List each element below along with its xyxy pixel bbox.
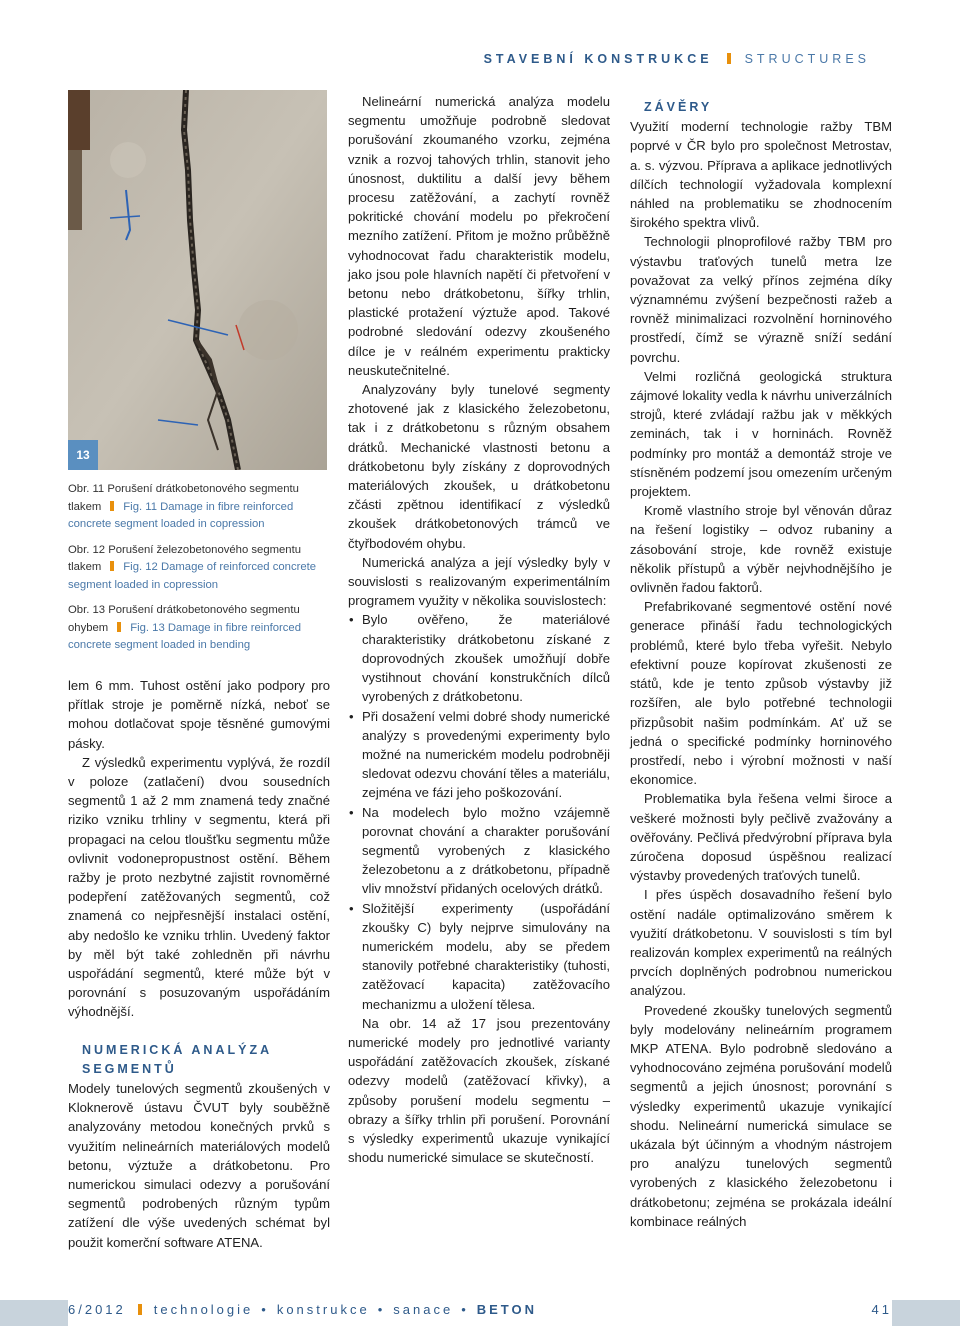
caption-separator [110, 561, 114, 571]
cracked-segment-image [68, 90, 327, 470]
paragraph: Nelineární numerická analýza modelu segmentu umožňuje podrobně sledovat porušování zkoumaného vzorku, zejména vznik a rozvoj tahových trhlin, stanovit jeho únosnost, duktilitu a další jevy během procesu zatěžování, a zachytí rovněž pokritické chování modelu po překročení mezního zatížení. Přitom je možno průběžně vyhodnocovat řadu charakteristik modelu, jako jsou pole hlavních napětí či přetvoření v betonu nebo drátkobetonu, šířky trhlin, plastické protažení výztuže apod. Takové podrobné sledování odezvy zkoušeného dílce je v reálném experimentu prakticky neuskutečnitelné. [348, 94, 610, 378]
caption-en: Fig. 11 Damage in fibre reinforced concrete segment loaded in copression [68, 500, 294, 530]
paragraph: Prefabrikované segmentové ostění nové generace přináší řadu technologických problémů, které bylo třeba vyřešit. Nebylo efektivní pouze kopírovat zkušenosti ze států, kde je tento způsob výstavby již rozšířen, ale bylo potřebné technologii přizpůsobit našim podmínkám. Ať už se jedná o specifické podmínky horninového prostředí, nebo i výrobní možnosti v naší ekonomice. [630, 599, 892, 788]
text-column-1 [68, 676, 330, 1252]
list-item: • Na modelech bylo možno vzájemně porovnat chování a charakter porušování segmentů vyrobených z klasického železobetonu a z drátkobetonu, případně vliv množství přidaných ocelových drátků. [348, 803, 610, 899]
paragraph: Analyzovány byly tunelové segmenty zhotovené jak z klasického železobetonu, tak i z drátkobetonu s různým obsahem drátků. Mechanické vlastnosti betonu a drátkobetonu byly získány z doprovodných materiálových zkoušek, u drátkobetonu zčásti zpětnou identifikací z výsledků zkoušek drátkobetonových trámců ve čtyřbodovém ohybu. [348, 382, 610, 551]
paragraph: lem 6 mm. Tuhost ostění jako podpory pro přítlak stroje je poměrně nízká, neboť se mohou dotlačovat spoje těsněné gumovými pásky. [68, 678, 330, 751]
bullet-list [348, 610, 610, 1013]
paragraph: I přes úspěch dosavadního řešení bylo ostění nadále optimalizováno směrem k využití drátkobetonu. V souvislosti s tím byl realizován komplex experimentů na reálných prvcích doplněných podrobnou numerickou analýzou. [630, 887, 892, 999]
list-item: • Složitější experimenty (uspořádání zkoušky C) byly nejprve simulovány na numerickém modelu, aby se předem stanovily potřebné charakteristiky (tuhosti, zatěžovací kapacita) zatěžovacího mechanizmu a uložení tělesa. [348, 899, 610, 1014]
caption-11 [68, 481, 330, 534]
paragraph: Na obr. 14 až 17 jsou prezentovány numerické modely pro jednotlivé varianty uspořádání zatěžovacích zkoušek, získané odezvy modelů (zatěžovací křivky), a způsoby porušení modelu segmentu – obrazy a šířky trhlin při porušení. Porovnání s výsledky experimentů ukazuje vynikající shodu numerické simulace se skutečností. [348, 1015, 610, 1166]
footer-dot: • [261, 1302, 269, 1317]
footer-block-left [0, 1300, 68, 1326]
footer-topic: sanace [393, 1302, 454, 1317]
caption-en: Fig. 13 Damage in fibre reinforced concrete segment loaded in bending [68, 621, 301, 651]
caption-separator [110, 501, 114, 511]
caption-separator [117, 622, 121, 632]
figure-captions [68, 481, 330, 663]
caption-12 [68, 542, 330, 595]
caption-13 [68, 602, 330, 655]
caption-cz: Obr. 13 Porušení drátkobetonového segmentu ohybem [68, 604, 300, 634]
paragraph: Technologii plnoprofilové ražby TBM pro výstavbu traťových tunelů metra lze považovat za velký přínos zejména díky významnému zvýšení bezpečnosti ražeb a rovněž minimalizaci rozvolnění horninového prostředí, čímž se výrazně sníží sedání povrchu. [630, 234, 892, 365]
figure-photo [68, 90, 327, 470]
footer-dot: • [377, 1302, 386, 1317]
footer-topic: konstrukce [276, 1302, 370, 1317]
section-heading: NUMERICKÁ ANALÝZA [82, 1042, 273, 1057]
paragraph: Z výsledků experimentu vyplývá, že rozdíl v poloze (zatlačení) dvou sousedních segmentů 1 až 2 mm znamená tedy značné riziko vzniku trhliny v segmentu, která při propagaci na celou tloušťku segmentu může ovlivnit vodonepropustnost ostění. Během ražby je proto nezbytné zajistit rovnoměrné podepření zatěžovaných segmentů, což znamená co nejpřesnější instalaci ostění, aby nedošlo ke vzniku trhlin. Uvedený faktor by měl být také zohledněn při návrhu uspořádání segmentů, které může být v porovnání s posuzovaným uspořádáním výhodnější. [68, 754, 330, 1020]
footer-issue: 6/2012 [68, 1302, 126, 1317]
paragraph: Provedené zkoušky tunelových segmentů byly modelovány nelineárním programem MKP ATENA. Bylo podrobně sledováno a vyhodnocováno zejména porušování modelů segmentů a jejich únosnost; porovnání s výsledky experimentů ukazuje vynikající shodu. Nelineární numerická simulace se ukázala být účinným a vhodným nástrojem pro analýzu tunelových segmentů vyrobených z klasického železobetonu i drátkobetonu; zejména se prokázala ideální kombinace reálných [630, 1002, 892, 1229]
paragraph: Využití moderní technologie ražby TBM poprvé v ČR bylo pro společnost Metrostav, a. s. výzvou. Příprava a aplikace jednotlivých dílčích technologií vyžadovala komplexní náhled na problematiku se zhodnocením širokého spektra vlivů. [630, 119, 892, 231]
list-item: • Při dosažení velmi dobré shody numerické analýzy s provedenými experimenty bylo možné na numerickém modelu podrobněji sledovat odezvu chování těles a materiálu, zejména ve fázi jeho poškozování. [348, 707, 610, 803]
header-separator [727, 53, 731, 64]
page-number: 41 [871, 1302, 892, 1317]
footer-block-right [892, 1300, 960, 1326]
footer-separator [138, 1304, 142, 1315]
paragraph: Problematika byla řešena velmi široce a veškeré možnosti byly pečlivě zvažovány a ověřovány. Pečlivá předvýrobní příprava byla zúročena doposud úspěšnou realizací výstavby provedených traťových tunelů. [630, 791, 892, 884]
section-heading: ZÁVĚRY [644, 100, 713, 114]
footer [68, 1302, 892, 1317]
footer-dot: • [461, 1302, 469, 1317]
caption-cz: Obr. 12 Porušení železobetonového segmentu tlakem [68, 543, 301, 573]
footer-magazine-name: BETON [476, 1302, 538, 1317]
header-section-en: STRUCTURES [744, 52, 870, 66]
paragraph: Modely tunelových segmentů zkoušených v Kloknerově ústavu ČVUT byly souběžně analyzovány metodou konečných prvků s využitím nelineárních materiálových modelů betonu, výztuže a drátkobetonu. Pro numerickou simulaci odezvy a porušování segmentů podrobených různým typům zatížení dle výše uvedených schémat byl použit komerční software ATENA. [68, 1081, 330, 1250]
text-column-2 [348, 92, 610, 1167]
list-item: • Bylo ověřeno, že materiálové charakteristiky drátkobetonu získané z doprovodných zkoušek umožňují dobře vystihnout chování konstrukčních dílců vyrobených z drátkobetonu. [348, 610, 610, 706]
section-heading-line2: SEGMENTŮ [82, 1061, 177, 1076]
paragraph: Velmi rozličná geologická struktura zájmové lokality vedla k návrhu univerzálních strojů, které zvládají ražbu jak v měkkých zeminách, tak i v horninách. Rovněž podmínky pro montáž a demontáž stroje ve stísněném podzemí jsou omezením určeným projektem. [630, 368, 893, 500]
caption-cz: Obr. 11 Porušení drátkobetonového segmentu tlakem [68, 483, 299, 513]
running-header [484, 52, 870, 66]
text-column-3 [630, 98, 892, 1231]
paragraph: Numerická analýza a její výsledky byly v souvislosti s realizovaným experimentálním programem využity v několika souvislostech: [348, 554, 610, 609]
paragraph: Kromě vlastního stroje byl věnován důraz na řešení logistiky – odvoz rubaniny a zásobování stroje, kde rovněž existuje několik přístupů a výběr nejvhodnějšího je ovlivněn řadou faktorů. [630, 503, 892, 596]
figure-number-badge: 13 [68, 440, 98, 470]
caption-en: Fig. 12 Damage of reinforced concrete segment loaded in copression [68, 561, 317, 591]
footer-topic: technologie [153, 1302, 254, 1317]
header-section: STAVEBNÍ KONSTRUKCE [483, 52, 713, 66]
